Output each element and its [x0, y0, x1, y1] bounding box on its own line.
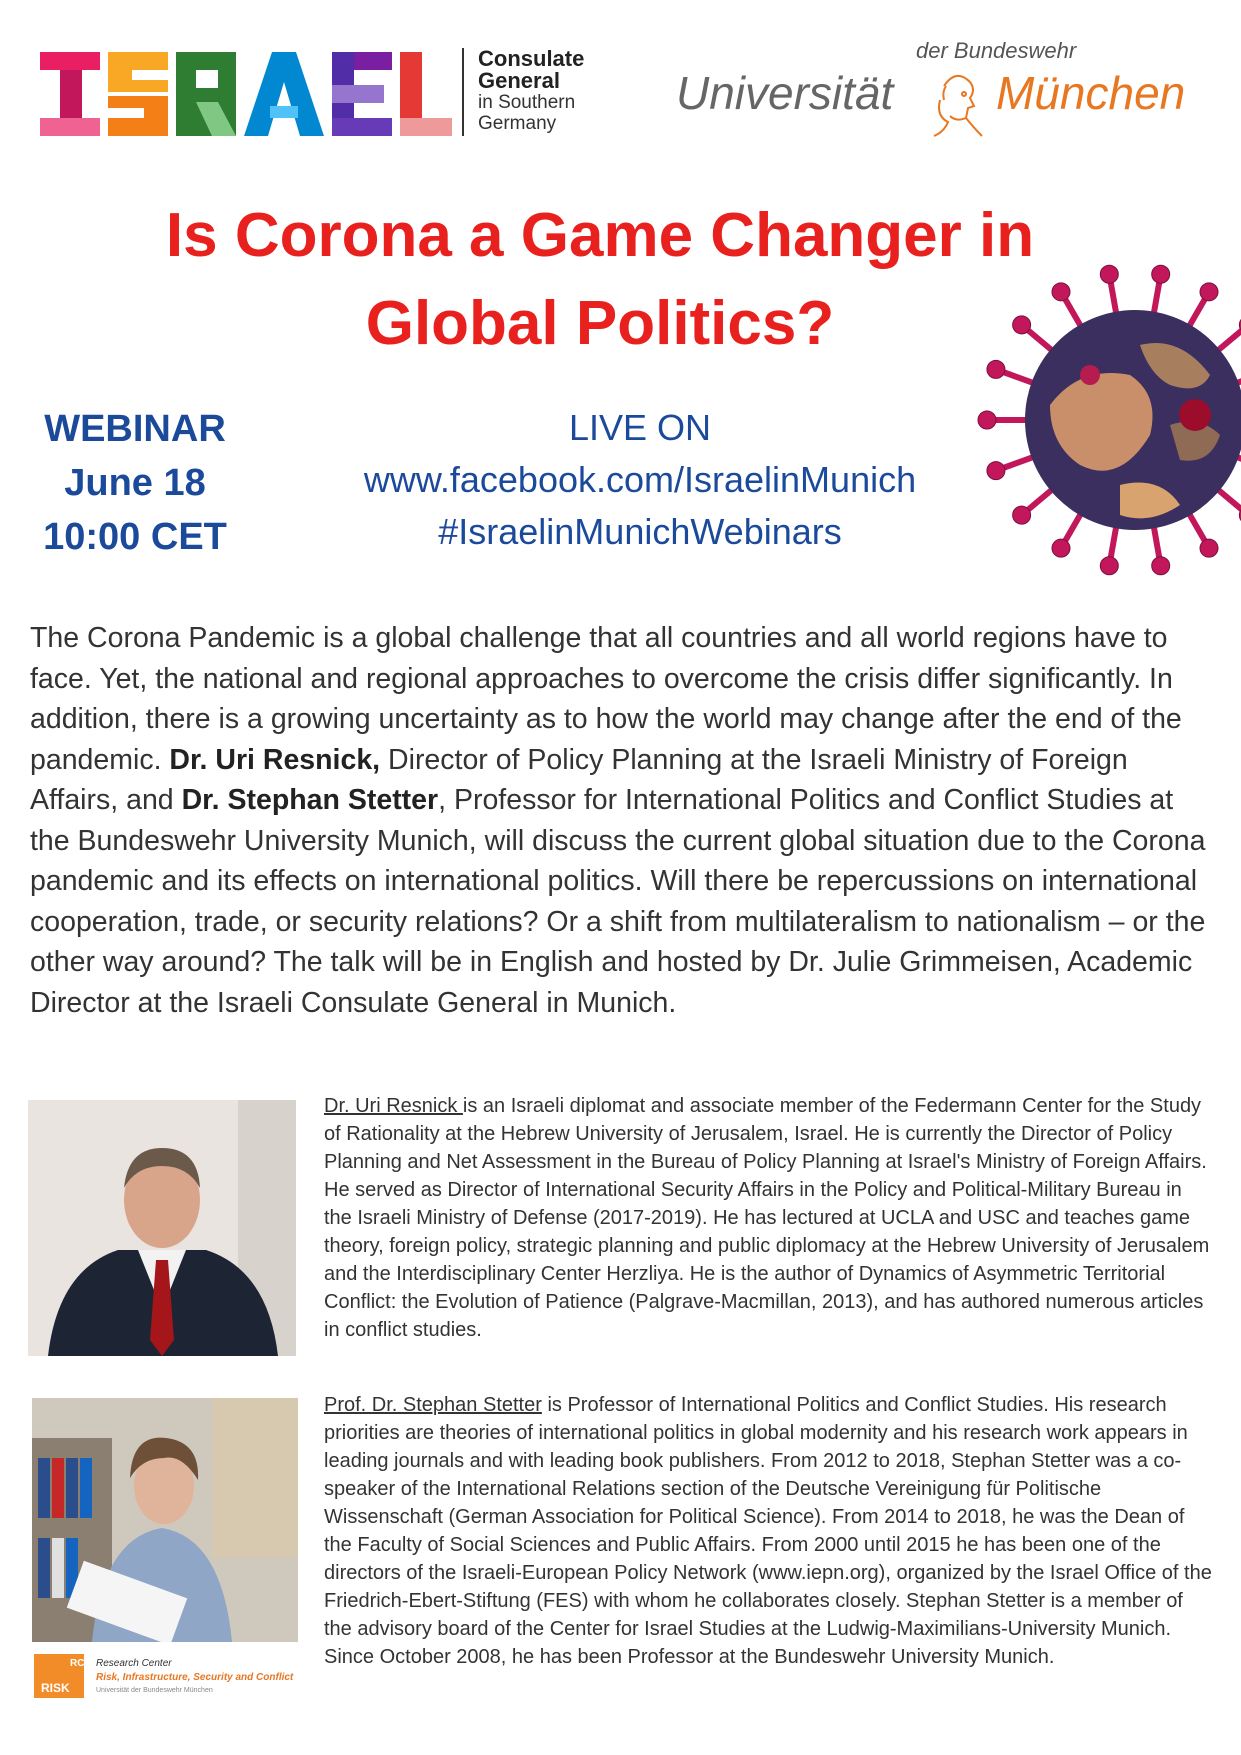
- rc-line-1: Research Center: [96, 1658, 172, 1669]
- intro-paragraph: [30, 618, 1220, 1023]
- coronavirus-illustration: [970, 255, 1241, 585]
- rc-line-3: Universität der Bundeswehr München: [96, 1687, 213, 1694]
- virus-spike-tip: [1013, 506, 1031, 524]
- virus-spike: [1215, 325, 1241, 353]
- virus-spike-tip: [978, 411, 996, 429]
- hashtag: #IsraelinMunichWebinars: [438, 511, 842, 552]
- rc-badge: RISK: [41, 1681, 70, 1695]
- virus-spike-tip: [987, 462, 1005, 480]
- speaker-1-bio-text: is an Israeli diplomat and associate member of the Federmann Center for the Study of Rationality at the Hebrew University of Jerusalem, Israel. He is currently the Director of Policy Planning and Net Assessment in the Bureau of Policy Planning at Israel's Ministry of Foreign Affairs. He served as Director of International Security Affairs in the Policy and Political-Military Bureau in the Israeli Ministry of Defense (2017-2019). He has lectured at UCLA and USC and teaches game theory, foreign policy, strategic planning and public diplomacy at the Hebrew University of Jerusalem and the Interdisciplinary Center Herzliya. He is the author of Dynamics of Asymmetric Territorial Conflict: the Evolution of Patience (Palgrave-Macmillan, 2013), and has authored numerous articles in conflict studies.: [324, 1095, 1210, 1341]
- virus-spike-tip: [1100, 265, 1118, 283]
- risk-research-center-logo: [34, 1652, 304, 1700]
- webinar-info: [30, 402, 240, 564]
- university-name-left: Universität: [676, 67, 894, 119]
- speaker-1-photo: [28, 1100, 296, 1356]
- virus-spike-tip: [987, 360, 1005, 378]
- speaker-1-bio-name: Dr. Uri Resnick: [324, 1095, 463, 1117]
- virus-spike-tip: [1052, 283, 1070, 301]
- intro-text-2: Director of Policy Planning at the Israeli Ministry of Foreign Affairs, and: [30, 743, 1128, 816]
- consulate-label: [462, 48, 584, 136]
- live-info: [300, 402, 980, 558]
- rc-badge-top: RC: [70, 1658, 85, 1669]
- virus-spike: [1215, 487, 1241, 515]
- webinar-date: June 18: [64, 462, 206, 504]
- intro-text-3: , Professor for International Politics and Conflict Studies at the Bundeswehr University Munich, will discuss the current global situation due to the Corona pandemic and its effects on international politics. Will there be repercussions on international cooperation, trade, or security relations? Or a shift from multilateralism to nationalism – or the other way around? The talk will be in English and hosted by Dr. Julie Grimmeisen, Academic Director at the Israeli Consulate General in Munich.: [30, 784, 1206, 1019]
- israel-logo: [40, 52, 452, 136]
- consulate-line-2: General: [478, 68, 560, 93]
- virus-spike-tip: [1152, 557, 1170, 575]
- speaker-2-name: Dr. Stephan Stetter: [181, 784, 439, 816]
- virus-spike-tip: [1152, 265, 1170, 283]
- facebook-link[interactable]: www.facebook.com/IsraelinMunich: [363, 459, 917, 500]
- speaker-1-bio: [324, 1092, 1214, 1344]
- university-name-right: München: [996, 67, 1186, 119]
- speaker-2-bio: [324, 1391, 1214, 1671]
- speaker-1-name: Dr. Uri Resnick,: [169, 743, 381, 776]
- virus-spike-tip: [1013, 316, 1031, 334]
- intro-text-1: The Corona Pandemic is a global challenge that all countries and all world regions have to face. Yet, the national and regional approaches to overcome the crisis differ significantly. In addition, there is a growing uncertainty as to how the world may change after the end of the pandemic.: [30, 622, 1182, 776]
- page-title: [100, 192, 1100, 368]
- university-logo: [676, 38, 1216, 148]
- consulate-line-1: Consulate: [478, 46, 585, 71]
- speaker-2-photo: [32, 1398, 298, 1642]
- virus-spike-tip: [1052, 539, 1070, 557]
- speaker-2-bio-name: Prof. Dr. Stephan Stetter: [324, 1394, 542, 1416]
- consulate-line-4: Germany: [478, 113, 557, 134]
- university-subtitle: der Bundeswehr: [916, 38, 1077, 63]
- title-line-2: Global Politics?: [365, 289, 835, 358]
- virus-spike-tip: [1200, 283, 1218, 301]
- virus-spike-tip: [1200, 539, 1218, 557]
- athena-emblem-icon: [926, 66, 986, 140]
- speaker-2-bio-text: is Professor of International Politics and Conflict Studies. His research priorities are theories of international politics in global modernity and his research work appears in leading journals and with leading book publishers. From 2012 to 2018, Stephan Stetter was a co-speaker of the International Relations section of the Deutsche Vereinigung für Politische Wissenschaft (German Association for Political Science). From 2014 to 2018, he was the Dean of the Faculty of Social Sciences and Public Affairs. From 2000 until 2015 he has been one of the directors of the Israeli-European Policy Network (www.iepn.org), organized by the Israel Office of the Friedrich-Ebert-Stiftung (FES) with whom he collaborates closely. Stephan Stetter is a member of the advisory board of the Center for Israel Studies at the Ludwig-Maximilians-University Munich. Since October 2008, he has been Professor at the Bundeswehr University Munich.: [324, 1394, 1212, 1668]
- webinar-label: WEBINAR: [44, 408, 226, 450]
- rc-line-2: Risk, Infrastructure, Security and Conflict: [96, 1672, 294, 1683]
- virus-spike-tip: [1100, 557, 1118, 575]
- live-label: LIVE ON: [568, 407, 712, 448]
- webinar-time: 10:00 CET: [43, 516, 227, 558]
- consulate-line-3: in Southern: [478, 92, 576, 113]
- title-line-1: Is Corona a Game Changer in: [165, 201, 1035, 270]
